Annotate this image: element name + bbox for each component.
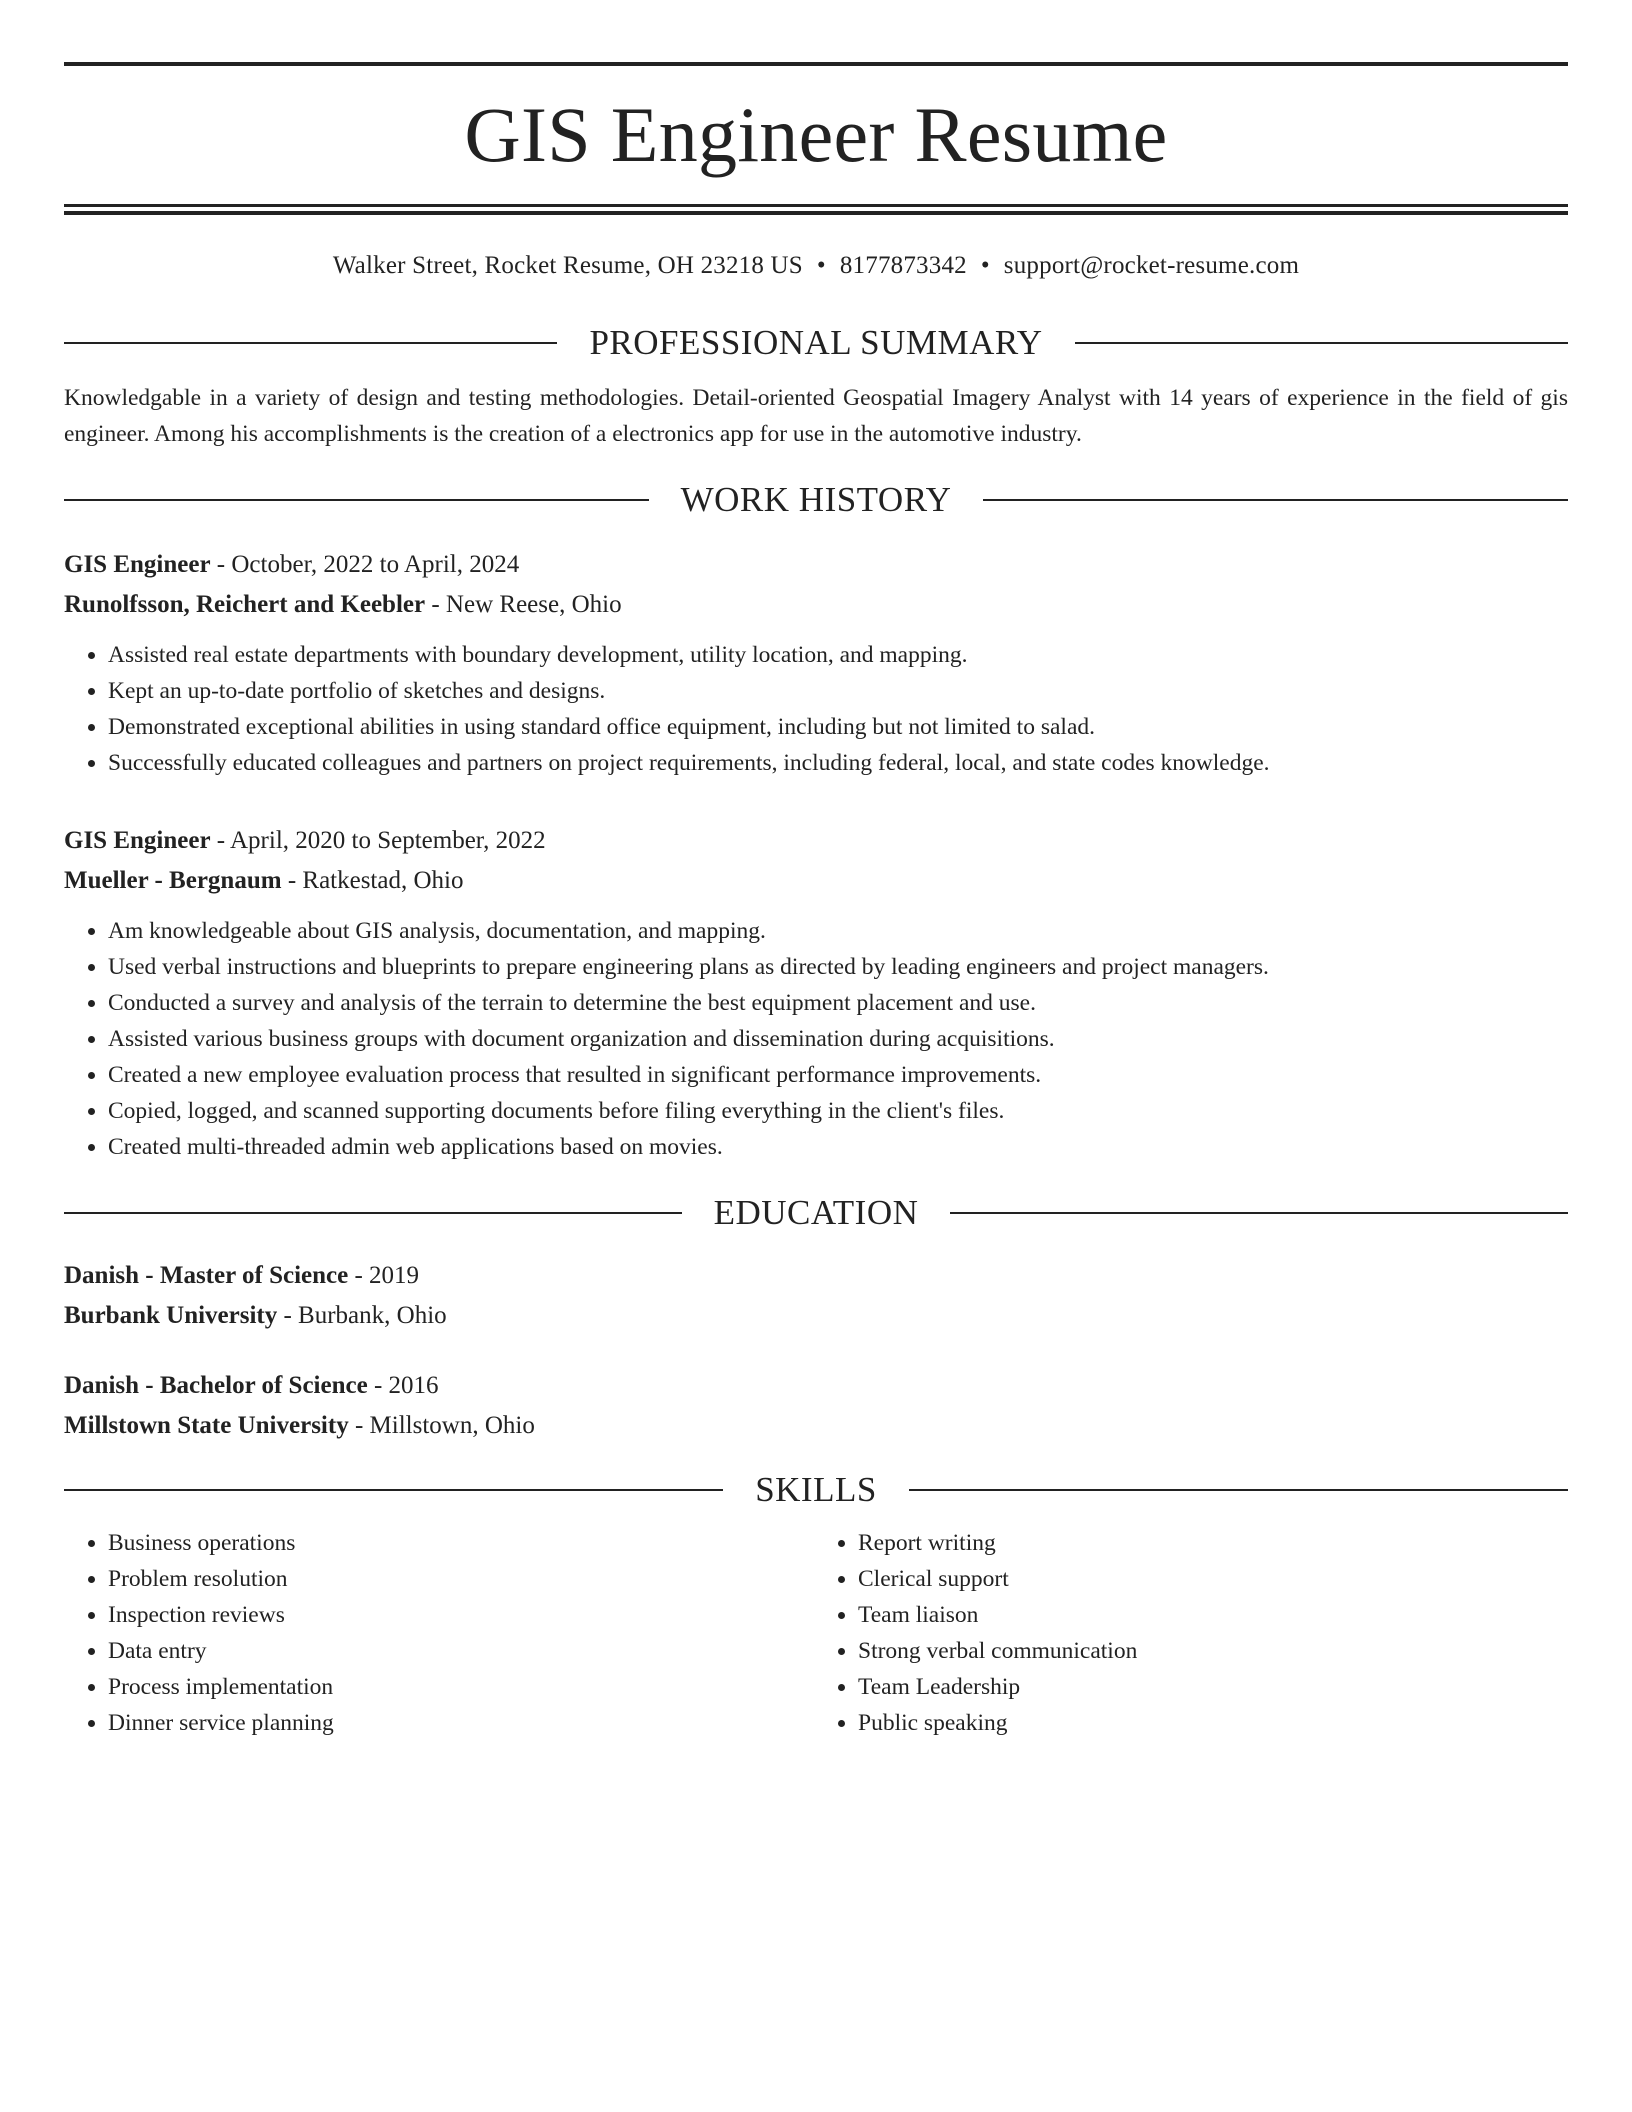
- skill-item: • Dinner service planning: [108, 1705, 818, 1741]
- job-bullet: • Conducted a survey and analysis of the terrain to determine the best equipment placement and use.: [108, 985, 1568, 1021]
- contact-separator: •: [980, 252, 990, 279]
- skill-item: • Clerical support: [858, 1561, 1568, 1597]
- job-bullet: • Created multi-threaded admin web applications based on movies.: [108, 1129, 1568, 1165]
- job-dates: - October, 2022 to April, 2024: [210, 551, 520, 578]
- job-bullet: • Am knowledgeable about GIS analysis, documentation, and mapping.: [108, 913, 1568, 949]
- summary-text: Knowledgable in a variety of design and testing methodologies. Detail-oriented Geospatial Imagery Analyst with 14 years of experience in the field of gis engineer. Among his accomplishments is the creation of a electronics app for use in the automotive industry.: [64, 385, 1568, 447]
- contact-line: [64, 251, 1568, 281]
- degree-line: [64, 1366, 1568, 1406]
- job-bullet: • Used verbal instructions and blueprints to prepare engineering plans as directed by leading engineers and project managers.: [108, 949, 1568, 985]
- education-heading: EDUCATION: [713, 1193, 919, 1232]
- skill-item: • Team liaison: [858, 1597, 1568, 1633]
- job-company: Runolfsson, Reichert and Keebler: [64, 591, 426, 618]
- summary-section-header: [64, 325, 1568, 360]
- skill-item: • Inspection reviews: [108, 1597, 818, 1633]
- job-bullet: • Created a new employee evaluation process that resulted in significant performance improvements.: [108, 1057, 1568, 1093]
- skill-item: • Public speaking: [858, 1705, 1568, 1741]
- job-company: Mueller - Bergnaum: [64, 867, 282, 894]
- page-title: GIS Engineer Resume: [464, 91, 1168, 178]
- job-bullet: • Kept an up-to-date portfolio of sketches and designs.: [108, 673, 1568, 709]
- section-divider: [64, 1489, 723, 1491]
- job-dates: - April, 2020 to September, 2022: [210, 827, 546, 854]
- section-divider: [64, 342, 557, 344]
- job-entry: [64, 821, 1568, 1165]
- job-bullets: [64, 637, 1568, 781]
- summary-heading: PROFESSIONAL SUMMARY: [589, 323, 1043, 362]
- job-bullet: • Assisted various business groups with document organization and dissemination during acquisitions.: [108, 1021, 1568, 1057]
- skills-list-right: [818, 1525, 1568, 1741]
- contact-email: support@rocket-resume.com: [1003, 252, 1300, 279]
- job-title: GIS Engineer: [64, 551, 211, 578]
- degree-year: - 2016: [367, 1372, 439, 1399]
- school-line: [64, 1406, 1568, 1446]
- contact-separator: •: [816, 252, 826, 279]
- job-title-line: [64, 821, 1568, 861]
- skills-columns: [64, 1525, 1568, 1741]
- section-divider: [64, 499, 649, 501]
- top-rule: [64, 62, 1568, 66]
- skill-item: • Process implementation: [108, 1669, 818, 1705]
- title-double-rule: [64, 204, 1568, 215]
- skills-heading: SKILLS: [755, 1470, 877, 1509]
- school-line: [64, 1296, 1568, 1336]
- job-title: GIS Engineer: [64, 827, 211, 854]
- skill-item: • Data entry: [108, 1633, 818, 1669]
- degree: Danish - Bachelor of Science: [64, 1372, 368, 1399]
- skill-item: • Team Leadership: [858, 1669, 1568, 1705]
- school-location: - Burbank, Ohio: [277, 1302, 447, 1329]
- degree-year: - 2019: [348, 1262, 420, 1289]
- work-history-heading: WORK HISTORY: [680, 480, 952, 519]
- skill-item: • Problem resolution: [108, 1561, 818, 1597]
- job-bullet: • Copied, logged, and scanned supporting documents before filing everything in the client's files.: [108, 1093, 1568, 1129]
- education-section-header: [64, 1195, 1568, 1230]
- section-divider: [950, 1212, 1568, 1214]
- job-location: - Ratkestad, Ohio: [281, 867, 464, 894]
- degree: Danish - Master of Science: [64, 1262, 349, 1289]
- job-bullet: • Successfully educated colleagues and partners on project requirements, including federal, local, and state codes knowledge.: [108, 745, 1568, 781]
- section-divider: [983, 499, 1568, 501]
- job-location: - New Reese, Ohio: [425, 591, 622, 618]
- contact-phone: 8177873342: [839, 252, 967, 279]
- skill-item: • Report writing: [858, 1525, 1568, 1561]
- education-entry: [64, 1256, 1568, 1336]
- skill-item: • Strong verbal communication: [858, 1633, 1568, 1669]
- contact-address: Walker Street, Rocket Resume, OH 23218 US: [332, 252, 803, 279]
- job-company-line: [64, 585, 1568, 625]
- job-bullet: • Assisted real estate departments with boundary development, utility location, and mapping.: [108, 637, 1568, 673]
- job-bullets: [64, 913, 1568, 1165]
- school: Burbank University: [64, 1302, 278, 1329]
- section-divider: [909, 1489, 1568, 1491]
- skill-item: • Business operations: [108, 1525, 818, 1561]
- education-entry: [64, 1366, 1568, 1446]
- job-bullet: • Demonstrated exceptional abilities in using standard office equipment, including but not limited to salad.: [108, 709, 1568, 745]
- job-title-line: [64, 545, 1568, 585]
- section-divider: [1075, 342, 1568, 344]
- degree-line: [64, 1256, 1568, 1296]
- skills-section-header: [64, 1472, 1568, 1507]
- section-divider: [64, 1212, 682, 1214]
- job-company-line: [64, 861, 1568, 901]
- school-location: - Millstown, Ohio: [348, 1412, 535, 1439]
- job-entry: [64, 545, 1568, 781]
- skills-list-left: [64, 1525, 818, 1741]
- work-history-section-header: [64, 482, 1568, 517]
- school: Millstown State University: [64, 1412, 349, 1439]
